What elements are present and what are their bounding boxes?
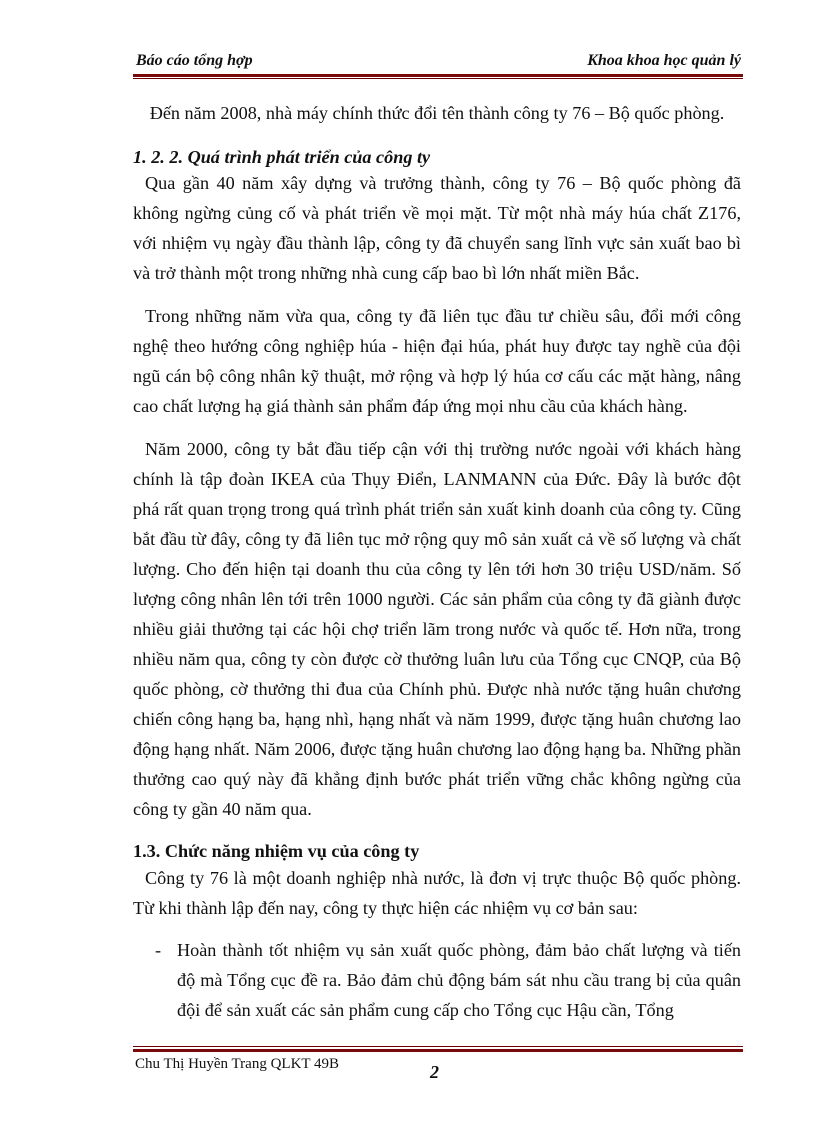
header-rule-thin: [133, 78, 743, 79]
header-faculty: Khoa khoa học quản lý: [587, 52, 741, 69]
page-number: 2: [430, 1062, 439, 1082]
list-item: [133, 935, 741, 1025]
paragraph-development-2: Trong những năm vừa qua, công ty đã liên tục đầu tư chiều sâu, đổi mới công nghệ theo hướng công nghiệp húa - hiện đại húa, phát huy được tay nghề của đội ngũ cán bộ công nhân kỹ thuật, mở rộng và hợp lý húa cơ cấu các mặt hàng, nâng cao chất lượng hạ giá thành sản phẩm đáp ứng mọi nhu cầu của khách hàng.: [133, 306, 741, 416]
section-heading-1-3: 1.3. Chức năng nhiệm vụ của công ty: [133, 841, 420, 861]
bullet-text: Hoàn thành tốt nhiệm vụ sản xuất quốc phòng, đảm bảo chất lượng và tiến độ mà Tổng cục đề ra. Bảo đảm chủ động bám sát nhu cầu trang bị của quân đội để sản xuất các sản phẩm cung cấp cho Tổng cục Hậu cần, Tổng: [177, 940, 741, 1020]
bullet-marker: -: [155, 940, 162, 960]
header-rule-thick: [133, 74, 743, 77]
footer-rule-thin: [133, 1046, 743, 1047]
paragraph-development-1: Qua gần 40 năm xây dựng và trưởng thành, công ty 76 – Bộ quốc phòng đã không ngừng củng cố và phát triển về mọi mặt. Từ một nhà máy húa chất Z176, với nhiệm vụ ngày đầu thành lập, công ty đã chuyển sang lĩnh vực sản xuất bao bì và trở thành một trong những nhà cung cấp bao bì lớn nhất miền Bắc.: [133, 173, 741, 283]
paragraph-development-3: Năm 2000, công ty bắt đầu tiếp cận với thị trường nước ngoài với khách hàng chính là tập đoàn IKEA của Thụy Điển, LANMANN của Đức. Đây là bước đột phá rất quan trọng trong quá trình phát triển sản xuất kinh doanh của công ty. Cũng bắt đầu từ đây, công ty đã liên tục mở rộng quy mô sản xuất cả về số lượng và chất lượng. Cho đến hiện tại doanh thu của công ty lên tới hơn 30 triệu USD/năm. Số lượng công nhân lên tới trên 1000 người. Các sản phẩm của công ty đã giành được nhiều giải thưởng tại các hội chợ triển lãm trong nước và quốc tế. Hơn nữa, trong nhiều năm qua, công ty còn được cờ thưởng luân lưu của Tổng cục CNQP, của Bộ quốc phòng, cờ thưởng thi đua của Chính phủ. Được nhà nước tặng huân chương chiến công hạng ba, hạng nhì, hạng nhất và năm 1999, được tặng huân chương lao động hạng nhất. Năm 2006, được tặng huân chương lao động hạng ba. Những phần thưởng cao quý này đã khẳng định bước phát triển vững chắc không ngừng của công ty gần 40 năm qua.: [133, 439, 741, 819]
header-report-title: Báo cáo tổng hợp: [136, 52, 253, 69]
section-heading-1-2-2: 1. 2. 2. Quá trình phát triển của công ty: [133, 147, 431, 167]
intro-paragraph: Đến năm 2008, nhà máy chính thức đổi tên thành công ty 76 – Bộ quốc phòng.: [149, 103, 725, 123]
page-header: [133, 50, 743, 74]
paragraph-functions: Công ty 76 là một doanh nghiệp nhà nước, là đơn vị trực thuộc Bộ quốc phòng. Từ khi thành lập đến nay, công ty thực hiện các nhiệm vụ cơ bản sau:: [133, 868, 741, 918]
footer-rule-thick: [133, 1049, 743, 1052]
footer-author: Chu Thị Huyền Trang QLKT 49B: [135, 1056, 340, 1072]
document-body: [133, 98, 741, 1025]
